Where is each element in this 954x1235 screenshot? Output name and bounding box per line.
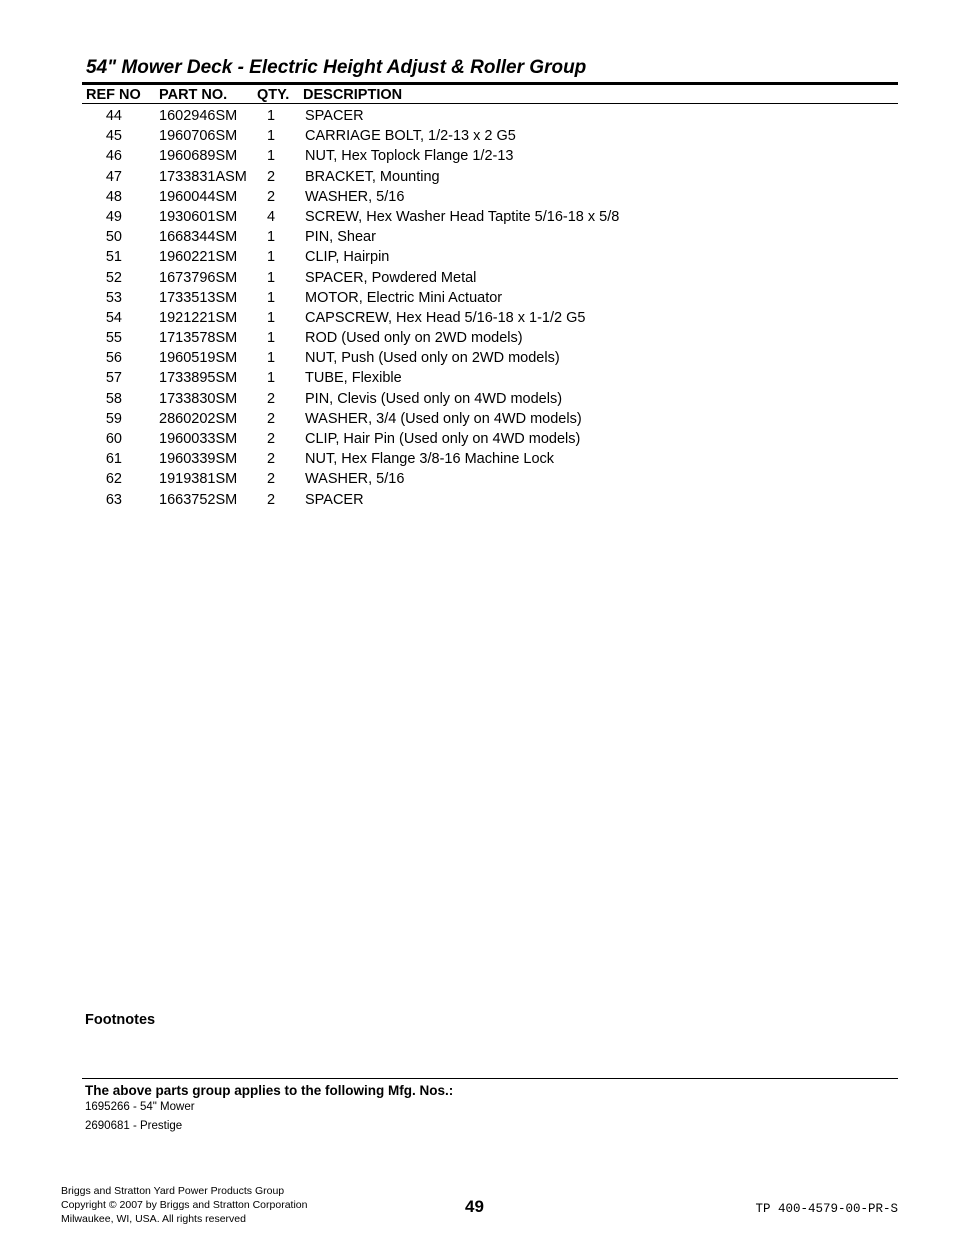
table-row: [0, 490, 954, 510]
part-no-cell: 1960339SM: [159, 451, 238, 468]
page-title: 54" Mower Deck - Electric Height Adjust & Roller Group: [86, 57, 587, 78]
header-description: DESCRIPTION: [303, 87, 403, 103]
part-no-cell: 1960044SM: [159, 188, 238, 205]
ref-no-cell: 49: [105, 208, 122, 225]
qty-cell: 2: [266, 451, 276, 468]
qty-cell: 1: [266, 289, 276, 306]
table-row: [0, 308, 954, 328]
description-cell: CAPSCREW, Hex Head 5/16-18 x 1-1/2 G5: [305, 309, 586, 326]
header-qty: QTY.: [257, 87, 290, 103]
description-cell: CLIP, Hairpin: [305, 249, 390, 266]
header-ref-no: REF NO: [86, 87, 141, 103]
table-row: [0, 247, 954, 267]
part-no-cell: 1673796SM: [159, 269, 238, 286]
qty-cell: 1: [266, 370, 276, 387]
part-no-cell: 1921221SM: [159, 309, 238, 326]
table-row: [0, 106, 954, 126]
description-cell: ROD (Used only on 2WD models): [305, 330, 523, 347]
qty-cell: 1: [266, 229, 276, 246]
qty-cell: 1: [266, 309, 276, 326]
ref-no-cell: 61: [105, 451, 122, 468]
description-cell: WASHER, 5/16: [305, 188, 405, 205]
header-part-no: PART NO.: [159, 87, 228, 103]
mfg-number: 2690681 - Prestige: [85, 1120, 183, 1132]
qty-cell: 1: [266, 330, 276, 347]
description-cell: CARRIAGE BOLT, 1/2-13 x 2 G5: [305, 128, 516, 145]
part-no-cell: 2860202SM: [159, 410, 238, 427]
description-cell: NUT, Push (Used only on 2WD models): [305, 350, 560, 367]
header-divider: [82, 103, 898, 104]
mfg-number: 1695266 - 54" Mower: [85, 1101, 195, 1113]
table-row: [0, 227, 954, 247]
ref-no-cell: 46: [105, 148, 122, 165]
qty-cell: 2: [266, 168, 276, 185]
description-cell: MOTOR, Electric Mini Actuator: [305, 289, 503, 306]
ref-no-cell: 44: [105, 108, 122, 124]
copyright-line: Copyright © 2007 by Briggs and Stratton Corporation: [61, 1199, 308, 1211]
qty-cell: 2: [266, 471, 276, 488]
table-row: [0, 449, 954, 469]
ref-no-cell: 50: [105, 229, 122, 246]
part-no-cell: 1930601SM: [159, 208, 238, 225]
ref-no-cell: 47: [105, 168, 122, 185]
description-cell: NUT, Hex Flange 3/8-16 Machine Lock: [305, 451, 555, 468]
qty-cell: 2: [266, 188, 276, 205]
description-cell: SPACER: [305, 491, 364, 508]
description-cell: WASHER, 5/16: [305, 471, 405, 488]
part-no-cell: 1960689SM: [159, 148, 238, 165]
table-row: [0, 328, 954, 348]
qty-cell: 1: [266, 350, 276, 367]
table-row: [0, 146, 954, 166]
company-line: Briggs and Stratton Yard Power Products Group: [61, 1185, 285, 1197]
title-divider: [82, 82, 898, 85]
description-cell: TUBE, Flexible: [305, 370, 402, 387]
description-cell: NUT, Hex Toplock Flange 1/2-13: [305, 148, 514, 165]
ref-no-cell: 54: [105, 309, 122, 326]
ref-no-cell: 57: [105, 370, 122, 387]
ref-no-cell: 62: [105, 471, 122, 488]
part-no-cell: 1960033SM: [159, 431, 238, 447]
qty-cell: 4: [266, 208, 276, 225]
table-row: [0, 409, 954, 429]
qty-cell: 1: [266, 269, 276, 286]
part-no-cell: 1668344SM: [159, 229, 238, 246]
table-row: [0, 368, 954, 388]
ref-no-cell: 60: [105, 431, 122, 447]
table-row: [0, 126, 954, 146]
part-no-cell: 1602946SM: [159, 108, 238, 124]
page-number: 49: [465, 1197, 484, 1216]
footnotes-title: Footnotes: [85, 1012, 156, 1028]
part-no-cell: 1960519SM: [159, 350, 238, 367]
table-row: [0, 268, 954, 288]
part-no-cell: 1919381SM: [159, 471, 238, 488]
table-row: [0, 207, 954, 227]
document-number: TP 400-4579-00-PR-S: [755, 1202, 898, 1216]
company-address-line: Milwaukee, WI, USA. All rights reserved: [61, 1213, 246, 1225]
ref-no-cell: 58: [105, 390, 122, 407]
qty-cell: 1: [266, 108, 276, 124]
ref-no-cell: 45: [105, 128, 122, 145]
qty-cell: 2: [266, 410, 276, 427]
table-row: [0, 187, 954, 207]
ref-no-cell: 52: [105, 269, 122, 286]
description-cell: SCREW, Hex Washer Head Taptite 5/16-18 x 5/8: [305, 208, 620, 225]
description-cell: BRACKET, Mounting: [305, 168, 440, 185]
ref-no-cell: 63: [105, 491, 122, 508]
part-no-cell: 1733895SM: [159, 370, 238, 387]
description-cell: WASHER, 3/4 (Used only on 4WD models): [305, 410, 582, 427]
part-no-cell: 1960706SM: [159, 128, 238, 145]
qty-cell: 1: [266, 148, 276, 165]
ref-no-cell: 55: [105, 330, 122, 347]
table-row: [0, 167, 954, 187]
qty-cell: 2: [266, 390, 276, 407]
table-row: [0, 389, 954, 409]
qty-cell: 2: [266, 491, 276, 508]
part-no-cell: 1733513SM: [159, 289, 238, 306]
ref-no-cell: 56: [105, 350, 122, 367]
ref-no-cell: 48: [105, 188, 122, 205]
ref-no-cell: 53: [105, 289, 122, 306]
footer-divider: [82, 1078, 898, 1079]
qty-cell: 2: [266, 431, 276, 447]
qty-cell: 1: [266, 128, 276, 145]
part-no-cell: 1713578SM: [159, 330, 238, 347]
ref-no-cell: 51: [105, 249, 122, 266]
ref-no-cell: 59: [105, 410, 122, 427]
table-row: [0, 348, 954, 368]
applies-title: The above parts group applies to the following Mfg. Nos.:: [85, 1083, 454, 1098]
part-no-cell: 1733830SM: [159, 390, 238, 407]
description-cell: SPACER, Powdered Metal: [305, 269, 477, 286]
description-cell: PIN, Shear: [305, 229, 376, 246]
part-no-cell: 1960221SM: [159, 249, 238, 266]
parts-table: [0, 106, 954, 510]
table-row: [0, 429, 954, 449]
part-no-cell: 1733831ASM: [159, 168, 247, 185]
qty-cell: 1: [266, 249, 276, 266]
description-cell: CLIP, Hair Pin (Used only on 4WD models): [305, 431, 581, 447]
table-row: [0, 469, 954, 489]
part-no-cell: 1663752SM: [159, 491, 238, 508]
table-row: [0, 288, 954, 308]
description-cell: PIN, Clevis (Used only on 4WD models): [305, 390, 563, 407]
description-cell: SPACER: [305, 108, 364, 124]
